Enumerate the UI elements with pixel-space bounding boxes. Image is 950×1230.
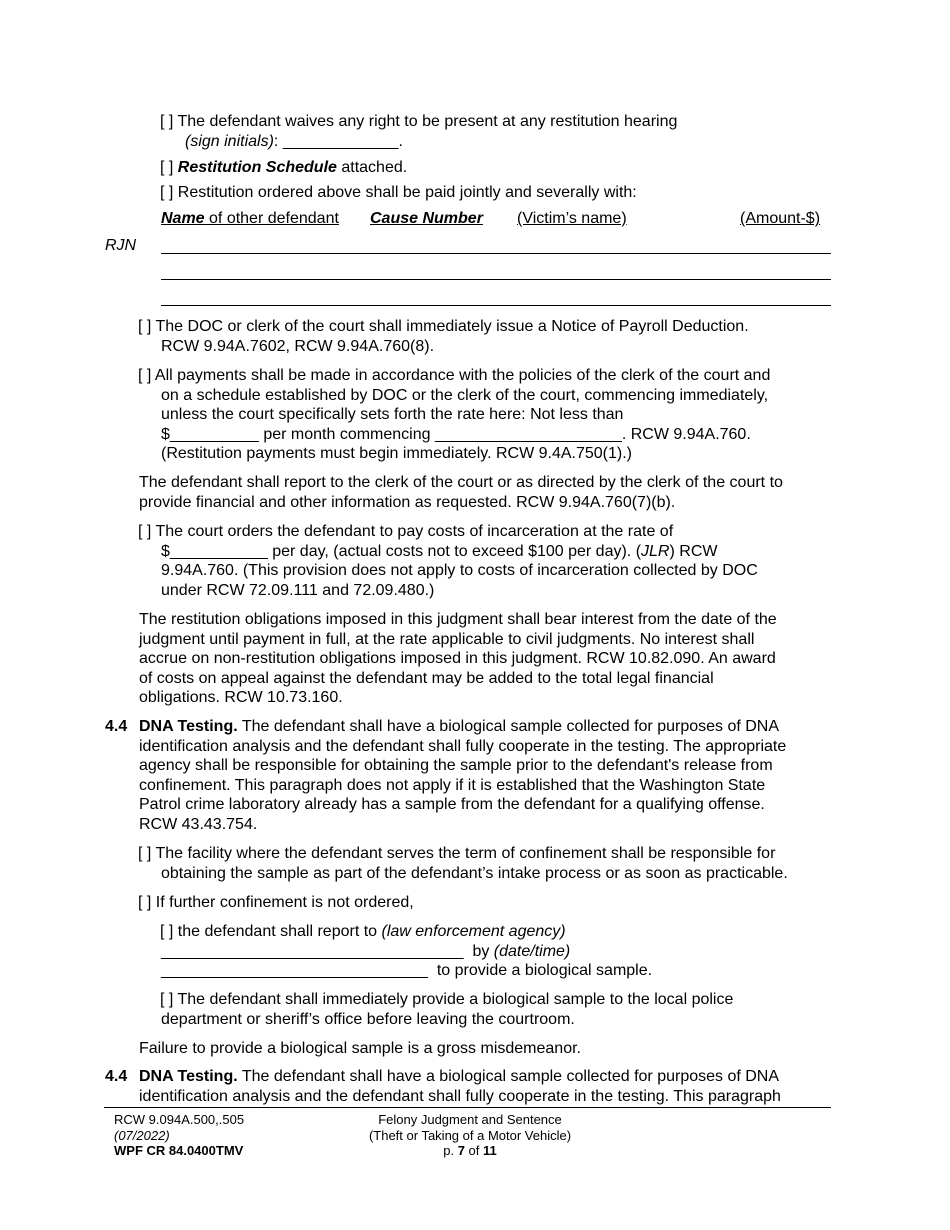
incarceration-line-4: under RCW 72.09.111 and 72.09.480.) bbox=[161, 582, 435, 599]
interest-line-4: of costs on appeal against the defendant may be added to the total legal financial bbox=[139, 670, 714, 687]
facility-line-2: obtaining the sample as part of the defendant’s intake process or as soon as practicable. bbox=[161, 865, 788, 882]
incarceration-rcw: ) RCW bbox=[669, 543, 718, 560]
sign-initials-label: (sign initials) bbox=[185, 133, 274, 150]
checkbox[interactable]: [ ] bbox=[138, 894, 152, 911]
payments-line-4[interactable]: $__________ per month commencing _____________________. RCW 9.94A.760. bbox=[161, 426, 751, 443]
footer-page-number bbox=[300, 1143, 640, 1159]
dna-line-1-rest: The defendant shall have a biological sample collected for purposes of DNA bbox=[237, 718, 780, 735]
incarceration-line-1 bbox=[138, 522, 673, 541]
dna-line-6: RCW 43.43.754. bbox=[139, 816, 258, 833]
page-current: 7 bbox=[457, 1143, 465, 1158]
joint-text: Restitution ordered above shall be paid jointly and severally with: bbox=[177, 184, 637, 201]
checkbox[interactable]: [ ] bbox=[138, 845, 152, 862]
facility-text: The facility where the defendant serves the term of confinement shall be responsible for bbox=[155, 845, 776, 862]
dna-line-1 bbox=[139, 717, 779, 736]
report-sample-line[interactable]: ______________________________ to provide a biological sample. bbox=[161, 962, 653, 979]
interest-line-3: accrue on non-restitution obligations imposed in this judgment. RCW 10.82.090. An award bbox=[139, 650, 776, 667]
interest-line-2: judgment until payment in full, at the rate applicable to civil judgments. No interest shall bbox=[139, 631, 755, 648]
footer-form-id: WPF CR 84.0400TMV bbox=[114, 1143, 244, 1158]
payments-line-5: (Restitution payments must begin immediately. RCW 9.4A.750(1).) bbox=[161, 445, 632, 462]
joint-line bbox=[160, 183, 637, 202]
section-number-2: 4.4 bbox=[105, 1068, 128, 1085]
interest-line-5: obligations. RCW 10.73.160. bbox=[139, 689, 343, 706]
payments-text: All payments shall be made in accordance with the policies of the clerk of the court and bbox=[154, 367, 771, 384]
date-time-label: (date/time) bbox=[493, 943, 571, 960]
incarceration-line-3: 9.94A.760. (This provision does not apply to costs of incarceration collected by DOC bbox=[161, 562, 758, 579]
interest-line-1: The restitution obligations imposed in this judgment shall bear interest from the date of the bbox=[139, 611, 777, 628]
section-number: 4.4 bbox=[105, 718, 128, 735]
agency-field[interactable]: __________________________________ by bbox=[161, 943, 494, 960]
header-amount: (Amount-$) bbox=[740, 210, 821, 227]
checkbox[interactable]: [ ] bbox=[160, 991, 174, 1008]
dna-heading: DNA Testing. bbox=[139, 718, 238, 735]
further-text: If further confinement is not ordered, bbox=[155, 894, 414, 911]
dna2-heading: DNA Testing. bbox=[139, 1068, 238, 1085]
header-victim: (Victim’s name) bbox=[517, 210, 627, 227]
payments-line-3: unless the court specifically sets forth the rate here: Not less than bbox=[161, 406, 624, 423]
checkbox[interactable]: [ ] bbox=[160, 113, 174, 130]
schedule-line bbox=[160, 158, 407, 177]
further-line bbox=[138, 893, 414, 912]
checkbox[interactable]: [ ] bbox=[160, 923, 174, 940]
report-date-line[interactable] bbox=[161, 942, 570, 961]
immediate-line-2: department or sheriff’s office before leaving the courtroom. bbox=[161, 1011, 575, 1028]
payments-line-2: on a schedule established by DOC or the clerk of the court, commencing immediately, bbox=[161, 387, 769, 404]
dna-line-5: Patrol crime laboratory already has a sample from the defendant for a qualifying offense. bbox=[139, 796, 765, 813]
rjn-label: RJN bbox=[105, 237, 137, 254]
restitution-entry-line-1[interactable] bbox=[161, 253, 831, 254]
waive-sign-line bbox=[185, 132, 403, 151]
dna2-line-2: identification analysis and the defendant shall fully cooperate in the testing. This paragraph bbox=[139, 1088, 781, 1105]
report-line-2: provide financial and other information as requested. RCW 9.94A.760(7)(b). bbox=[139, 494, 676, 511]
waive-text: The defendant waives any right to be present at any restitution hearing bbox=[177, 113, 678, 130]
report-agency-line bbox=[160, 922, 566, 941]
immediate-line-1 bbox=[160, 990, 733, 1009]
footer-title: Felony Judgment and Sentence bbox=[378, 1112, 562, 1127]
checkbox[interactable]: [ ] bbox=[138, 318, 152, 335]
checkbox[interactable]: [ ] bbox=[160, 184, 174, 201]
incarceration-line-2[interactable] bbox=[161, 542, 717, 561]
restitution-entry-line-2[interactable] bbox=[161, 279, 831, 280]
footer-date: (07/2022) bbox=[114, 1128, 170, 1143]
checkbox[interactable]: [ ] bbox=[138, 367, 152, 384]
page-total: 11 bbox=[483, 1143, 497, 1158]
schedule-bold: Restitution Schedule bbox=[177, 159, 337, 176]
header-name-rest: of other defendant bbox=[204, 210, 339, 227]
header-name-bold: Name bbox=[161, 210, 205, 227]
dna-line-3: agency shall be responsible for obtaining the sample prior to the defendant's release from bbox=[139, 757, 773, 774]
checkbox[interactable]: [ ] bbox=[160, 159, 174, 176]
immediate-text: The defendant shall immediately provide a biological sample to the local police bbox=[177, 991, 734, 1008]
payroll-text: The DOC or clerk of the court shall immediately issue a Notice of Payroll Deduction. bbox=[155, 318, 749, 335]
schedule-rest: attached. bbox=[336, 159, 408, 176]
failure-line: Failure to provide a biological sample is a gross misdemeanor. bbox=[139, 1040, 581, 1057]
dna2-line-1-rest: The defendant shall have a biological sample collected for purposes of DNA bbox=[237, 1068, 780, 1085]
footer-subtitle: (Theft or Taking of a Motor Vehicle) bbox=[368, 1128, 572, 1143]
restitution-entry-line-3[interactable] bbox=[161, 305, 831, 306]
agency-label: (law enforcement agency) bbox=[381, 923, 566, 940]
incarceration-rate-field[interactable]: $___________ per day, (actual costs not to exceed $100 per day). ( bbox=[161, 543, 642, 560]
payroll-line-2: RCW 9.94A.7602, RCW 9.94A.760(8). bbox=[161, 338, 435, 355]
report-agency-text: the defendant shall report to bbox=[177, 923, 382, 940]
page-of: of bbox=[464, 1143, 484, 1158]
facility-line-1 bbox=[138, 844, 775, 863]
footer-divider bbox=[104, 1107, 831, 1108]
page-prefix: p. bbox=[443, 1143, 458, 1158]
waive-line bbox=[160, 112, 677, 131]
report-line-1: The defendant shall report to the clerk of the court or as directed by the clerk of the court to bbox=[139, 474, 783, 491]
incarceration-text: The court orders the defendant to pay costs of incarceration at the rate of bbox=[155, 523, 674, 540]
payroll-line-1 bbox=[138, 317, 749, 336]
dna-line-2: identification analysis and the defendant shall fully cooperate in the testing. The appropriate bbox=[139, 738, 787, 755]
header-name bbox=[161, 209, 339, 228]
checkbox[interactable]: [ ] bbox=[138, 523, 152, 540]
header-cause-number: Cause Number bbox=[370, 210, 483, 227]
dna2-line-1 bbox=[139, 1067, 779, 1086]
payments-line-1 bbox=[138, 366, 770, 385]
jlr-label: JLR bbox=[641, 543, 670, 560]
sign-initials-field[interactable]: : _____________. bbox=[273, 133, 403, 150]
dna-line-4: confinement. This paragraph does not apply if it is established that the Washington State bbox=[139, 777, 766, 794]
footer-rcw: RCW 9.094A.500,.505 bbox=[114, 1112, 245, 1127]
